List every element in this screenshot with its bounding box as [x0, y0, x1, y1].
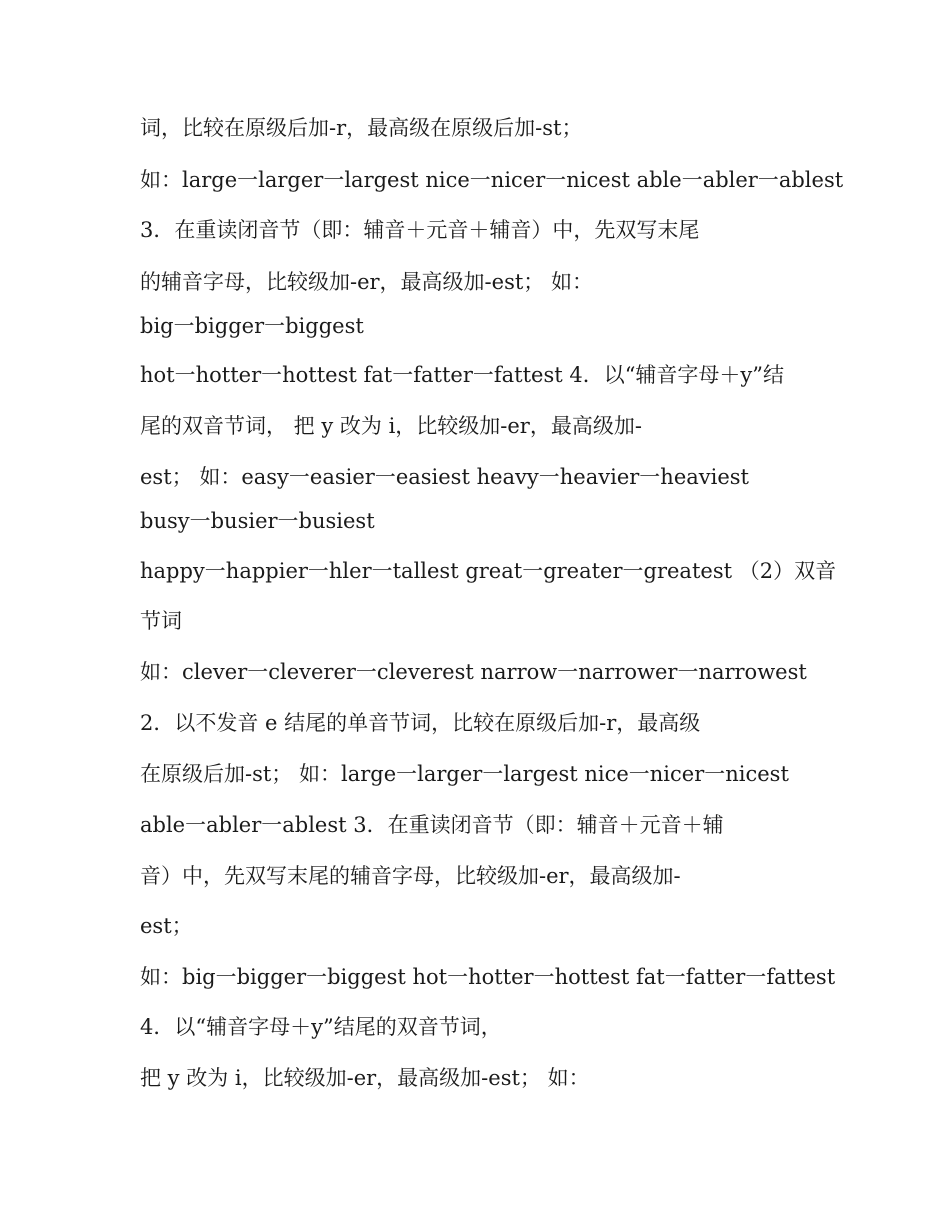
- text-line: big一bigger一biggest: [140, 314, 364, 338]
- text-line: 词，比较在原级后加-r，最高级在原级后加-st；: [140, 116, 583, 140]
- text-line: 的辅音字母，比较级加-er，最高级加-est； 如：: [140, 270, 593, 294]
- text-line: 把 y 改为 i，比较级加-er，最高级加-est； 如：: [140, 1066, 590, 1090]
- text-line: 3．在重读闭音节（即：辅音＋元音＋辅音）中，先双写末尾: [140, 218, 700, 242]
- text-line: busy一busier一busiest: [140, 509, 375, 533]
- text-line: able一abler一ablest 3．在重读闭音节（即：辅音＋元音＋辅: [140, 813, 724, 837]
- text-line: happy一happier一hler一tallest great一greater一greatest （2）双音: [140, 559, 837, 583]
- text-line: 如：big一bigger一biggest hot一hotter一hottest fat一fatter一fattest: [140, 965, 836, 989]
- text-line: hot一hotter一hottest fat一fatter一fattest 4．以“辅音字母＋y”结: [140, 363, 785, 387]
- text-line: 节词: [140, 609, 182, 633]
- text-line: 如：clever一cleverer一cleverest narrow一narrower一narrowest: [140, 660, 807, 684]
- text-line: est；: [140, 914, 193, 938]
- text-line: est； 如：easy一easier一easiest heavy一heavier一heaviest: [140, 465, 749, 489]
- text-line: 音）中，先双写末尾的辅音字母，比较级加-er，最高级加-: [140, 864, 681, 888]
- text-line: 如：large一larger一largest nice一nicer一nicest able一abler一ablest: [140, 168, 844, 192]
- text-line: 在原级后加-st； 如：large一larger一largest nice一nicer一nicest: [140, 762, 789, 786]
- text-line: 2．以不发音 e 结尾的单音节词，比较在原级后加-r，最高级: [140, 711, 701, 735]
- text-line: 尾的双音节词， 把 y 改为 i，比较级加-er，最高级加-: [140, 414, 642, 438]
- text-line: 4．以“辅音字母＋y”结尾的双音节词，: [140, 1015, 502, 1039]
